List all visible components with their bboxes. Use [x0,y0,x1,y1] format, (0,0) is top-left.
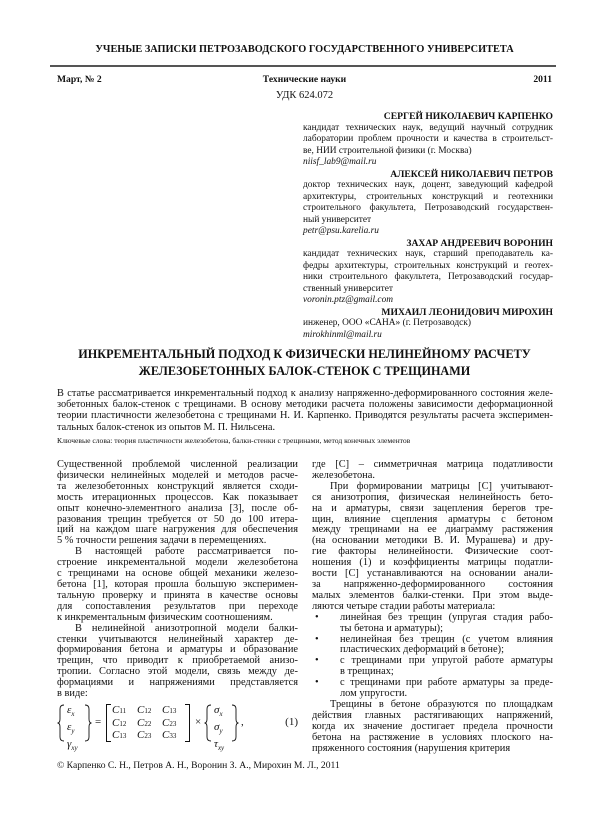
paragraph-line: щин, влияние сцепления арматуры с бетоном [312,513,553,525]
vector-entry [214,738,224,755]
bullet-icon: • [315,611,319,623]
list-item-line: с трещинами при работе арматуры за преде- [340,677,553,689]
formula-1 [57,704,298,752]
matrix-row [112,717,187,730]
symbol: σ [214,704,220,716]
abstract-line: В статье рассматривается инкрементальный подход к анализу напряженно-деформированного состояния желе- [57,388,553,399]
paragraph-line: малых элементов балки-стенки. При этом выде- [312,589,553,601]
matrix-entry: C11 [112,704,127,716]
paragraph-line: гие факторы нелинейности. Физические соот- [312,546,553,558]
symbol: τ [214,737,218,750]
paragraph-line: ношения (1) и коэффициенты матрицы податли- [312,557,553,569]
paragraph-line: мость итерационных процессов. Как показывает [57,491,298,503]
paragraph-line: где [C] – симметричная матрица податливости [312,459,553,470]
author-affiliation: строительного факультета, Петрозаводский государствен- [303,203,553,213]
right-brace-icon [231,704,239,742]
author-email: niisf_lab9@mail.ru [303,157,377,167]
right-brace-icon [84,704,92,742]
paragraph-line: ляются четыре стадии работы материала: [312,600,496,612]
author-block [303,111,553,341]
paragraph-line: Трещины в бетоне образуются по площадкам [330,698,553,710]
vector-entry [67,704,78,721]
list-item-line: с трещинами при упругой работе арматуры [340,655,553,667]
title-line: ИНКРЕМЕНТАЛЬНЫЙ ПОДХОД К ФИЗИЧЕСКИ НЕЛИНЕЙНОМУ РАСЧЕТУ [78,347,531,361]
title-line: ЖЕЛЕЗОБЕТОННЫХ БАЛОК-СТЕНОК С ТРЕЩИНАМИ [138,364,471,378]
author-affiliation: ный университет [303,214,372,225]
subscript: x [71,710,75,719]
paragraph-line: формирования бетона и арматуры и образование [57,644,298,656]
author-affiliation: инженер, ООО «САНА» (г. Петрозаводск) [303,318,471,328]
abstract-line: теории пластичности железобетона с трещинами Н. И. Карпенко. Приводятся результаты расчета эксперимен- [57,410,553,422]
author-email: petr@psu.karelia.ru [303,226,379,236]
author-affiliation: архитектуры, строительных конструкций и геотехники [303,191,553,202]
author-email: mirokhinml@mail.ru [303,329,382,340]
keywords: Ключевые слова: теория пластичности железобетона, балки-стенки с трещинами, метод конечных элементов [57,436,411,445]
symbol: ε [67,720,72,733]
paragraph-line: физически нелинейных моделей и методов расче- [57,469,298,481]
matrix-entry: C13 [112,729,127,742]
issue: Март, № 2 [57,74,102,85]
paragraph-line: тропии. Согласно этой модели, связь между де- [57,666,298,678]
paragraph-line: бетона [1], которая прошла большую эксперимен- [57,578,298,590]
subscript: xy [71,743,78,752]
vector-entry [67,721,78,738]
author-affiliation: лаборатории проблем прочности и качества в строительст- [303,134,553,144]
matrix-entry: C23 [162,716,177,729]
stress-vector [214,704,224,754]
paragraph-line: тальную проверку и принята в качестве основы [57,589,298,601]
list-item-line: линейная без трещин (упругая стадия рабо- [340,611,553,623]
paragraph-line: пряженного состояния (нарушения критерия [312,742,511,754]
list-item-line: пластических деформаций в бетоне); [340,644,504,656]
list-item [312,656,553,678]
bullet-icon: • [315,677,319,689]
header-rule [50,65,556,67]
author-affiliation: кандидат технических наук, ведущий научный сотрудник [303,122,553,133]
matrix-entry: C22 [137,716,152,729]
matrix-entry: C12 [137,704,152,716]
paragraph-line: между трещинами на ее диаграмму растяжения [312,524,553,536]
paragraph-line: опыт конечно-элементного анализа [3], после об- [57,502,298,514]
equals: = [95,716,102,728]
paragraph-line: Существенной проблемой численной реализации [57,459,298,470]
paragraph-line: та железобетонных конструкций является сходи- [57,480,298,492]
left-brace-icon [57,704,65,742]
paragraph-line: когда их значение достигает предела прочности [312,720,553,732]
paragraph-line: ций на каждом шаге нагружения для обеспечения [57,524,298,536]
article-title [0,346,609,380]
matrix-entry: C13 [162,704,177,716]
paragraph-line: стенки учитываются нелинейный характер де- [57,633,298,645]
year: 2011 [533,74,552,85]
paragraph-line: формациями и напряжениями представляется [57,677,298,689]
author-name: АЛЕКСЕЙ НИКОЛАЕВИЧ ПЕТРОВ [390,168,553,180]
bullet-icon: • [315,655,319,667]
udk: УДК 624.072 [275,90,334,101]
equation-number: (1) [285,716,298,728]
matrix-row [112,729,187,742]
paragraph-line: ся анизотропия, физическая нелинейность бето- [312,491,553,503]
comma: , [241,716,244,728]
paragraph-line: разования трещин требуется от 50 до 100 итера- [57,513,298,525]
author-affiliation: кандидат технических наук, старший преподаватель ка- [303,249,553,259]
list-item-line: лом упругости. [340,688,408,700]
paragraph-line: для сопоставления результатов при переходе [57,600,298,612]
list-item [312,613,553,635]
author-affiliation: федры архитектуры, строительных конструкций и геотех- [303,260,553,271]
matrix-row [112,704,187,717]
author-name: ЗАХАР АНДРЕЕВИЧ ВОРОНИН [406,237,553,249]
subscript: xy [217,743,225,752]
symbol: γ [67,737,72,750]
author-affiliation: ственный университет [303,283,393,294]
paragraph-line: на и арматуры, связи зацепления берегов тре- [312,502,553,514]
paragraph-line: В нелинейной анизотропной модели балки- [75,622,298,634]
paragraph-line: действия главных растягивающих напряжений, [312,709,553,721]
section: Технические науки [262,74,347,85]
vector-entry [214,704,224,721]
paragraph-line: за напряженно-деформированного состояния [312,578,553,590]
author-name: МИХАИЛ ЛЕОНИДОВИЧ МИРОХИН [381,306,553,318]
paragraph-line: бетона на растяжение в условиях плоского на- [312,731,553,743]
list-item-line: ты бетона и арматуры); [340,622,444,634]
list-item-line: в трещинах; [340,666,394,678]
abstract-line: тальных балок-стенок из опытов М. П. Нильсена. [57,421,276,433]
paragraph-line: строение инкрементальной модели железобетона [57,557,298,569]
vector-entry [214,721,224,738]
matrix-entry: C23 [137,729,152,742]
paragraph-line: с трещинами на основе общей механики железо- [57,568,298,580]
paragraph-line: вости [C] устанавливаются на основании анали- [312,568,553,580]
subscript: x [219,710,223,719]
strain-vector [67,704,78,754]
vector-entry [67,738,78,755]
copyright: © Карпенко С. Н., Петров А. Н., Воронин З. А., Мирохин М. Л., 2011 [57,760,340,771]
left-column [57,460,298,700]
matrix-entry: C33 [162,729,177,742]
paragraph-line: железобетона. [312,469,375,481]
subscript: y [71,726,75,735]
times: × [195,716,202,728]
paragraph-line: В настоящей работе рассматривается по- [75,546,298,558]
paragraph-line: трещин, что приводит к приобретаемой анизо- [57,655,298,667]
paragraph-line: 5 % точности решения задачи в перемещениях. [57,535,267,547]
bullet-icon: • [315,633,319,645]
author-email: voronin.ptz@gmail.com [303,295,394,305]
journal-title: УЧЕНЫЕ ЗАПИСКИ ПЕТРОЗАВОДСКОГО ГОСУДАРСТВЕННОГО УНИВЕРСИТЕТА [95,44,514,55]
symbol: σ [214,720,220,733]
author-affiliation: доктор технических наук, доцент, заведующий кафедрой [303,180,553,190]
paragraph-line: (на основании методики В. И. Мурашева) и дру- [312,535,553,547]
list-item [312,635,553,657]
abstract [57,388,553,433]
author-name: СЕРГЕЙ НИКОЛАЕВИЧ КАРПЕНКО [383,111,553,122]
right-column [312,460,553,754]
list-item [312,678,553,700]
subscript: y [219,726,223,735]
compliance-matrix [106,704,190,742]
author-affiliation: ники строительного факультета, Петрозаводский государ- [303,272,553,282]
paragraph-line: При формировании матрицы [C] учитывают- [330,480,553,492]
paragraph-line: в виде: [57,688,88,700]
paragraph-line: к инкрементальным физическим соотношениям. [57,611,273,623]
author-affiliation: ве, НИИ строительной физики (г. Москва) [303,145,472,156]
symbol: ε [67,704,72,716]
abstract-line: зобетонных балок-стенок с трещинами. В основу методики расчета положены зависимости деформационной [57,399,553,411]
left-brace-icon [204,704,212,742]
list-item-line: нелинейная без трещин (с учетом влияния [340,633,553,645]
matrix-entry: C12 [112,716,127,729]
